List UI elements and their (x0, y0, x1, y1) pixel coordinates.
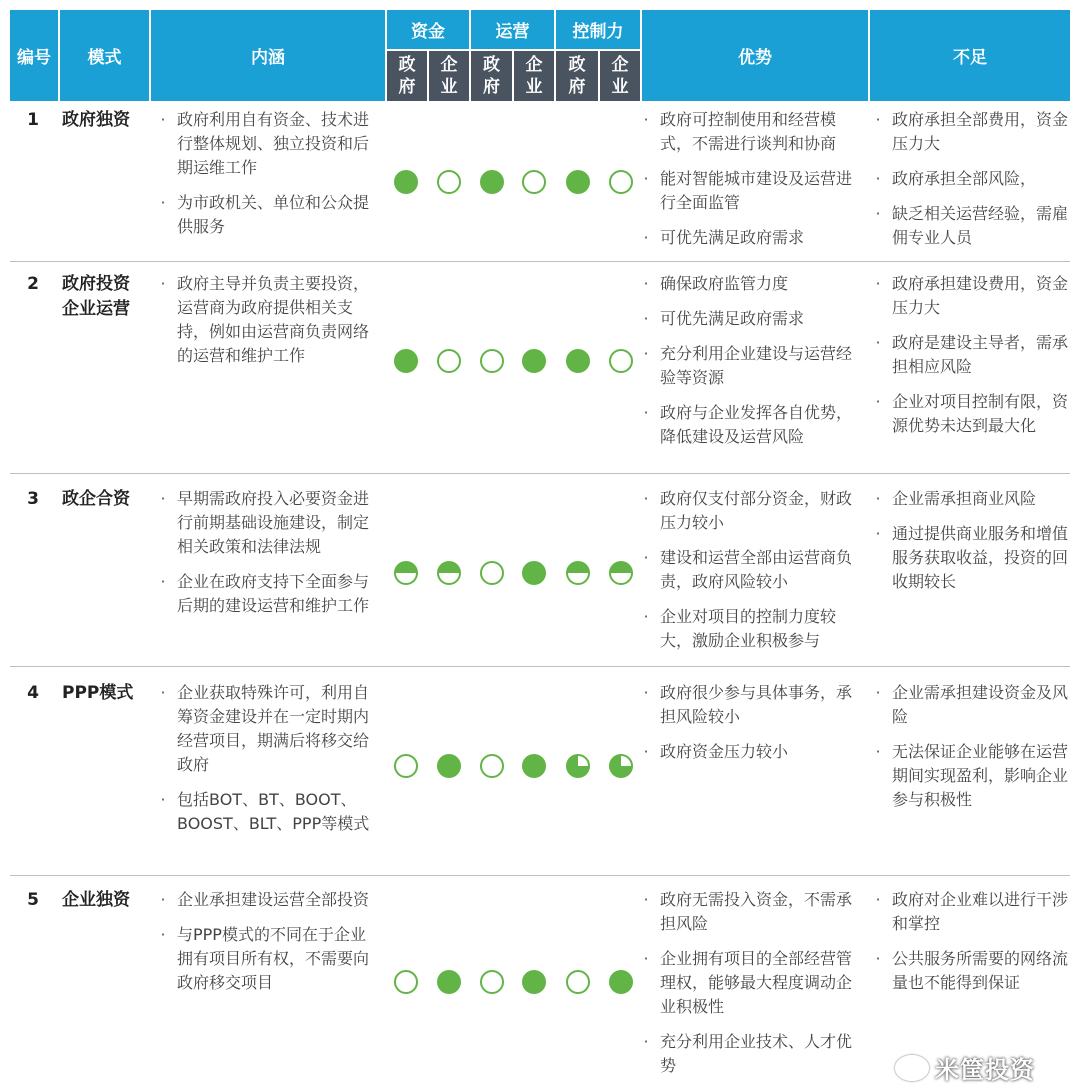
list-item: · 政府与企业发挥各自优势，降低建设及运营风险 (640, 401, 866, 449)
header-funding-gov-label: 政府 (398, 55, 416, 97)
list-item: · 包括BOT、BT、BOOT、BOOST、BLT、PPP等模式 (157, 788, 381, 836)
level-circle-icon (566, 170, 590, 194)
bullet-dot-icon: · (643, 403, 649, 422)
list-item: · 政府承担全部风险， (872, 167, 1068, 191)
level-circle-icon (480, 970, 504, 994)
list-item: · 无法保证企业能够在运营期间实现盈利，影响企业参与积极性 (872, 740, 1068, 812)
bullet-dot-icon: · (160, 572, 166, 591)
level-circle-icon (522, 970, 546, 994)
row-disadvantages-list (872, 487, 1068, 605)
list-item: · 企业在政府支持下全面参与后期的建设运营和维护工作 (157, 570, 381, 618)
header-group-control: 控制力 (556, 10, 640, 49)
header-content: 内涵 (151, 10, 385, 101)
watermark-text: 米筐投资 (935, 1056, 1035, 1084)
level-circle-icon (437, 754, 461, 778)
row-mode: 政府投资企业运营 (62, 274, 130, 319)
level-circle-icon (566, 970, 590, 994)
row-mode: 政府独资 (62, 110, 130, 130)
list-item: · 政府是建设主导者，需承担相应风险 (872, 331, 1068, 379)
level-circle-icon (566, 561, 590, 585)
row-advantages-list (640, 487, 866, 664)
list-item: · 企业需承担商业风险 (872, 487, 1068, 511)
list-item: · 政府主导并负责主要投资，运营商为政府提供相关支持，例如由运营商负责网络的运营和维护工作 (157, 272, 381, 368)
bullet-dot-icon: · (875, 524, 881, 543)
list-item: · 企业承担建设运营全部投资 (157, 888, 381, 912)
row-content-list (157, 272, 381, 379)
header-control-gov-label: 政府 (568, 55, 586, 97)
row-content-list (157, 108, 381, 250)
level-circle-icon (566, 754, 590, 778)
bullet-dot-icon: · (643, 309, 649, 328)
header-control-gov (556, 51, 598, 101)
list-item: · 政府无需投入资金，不需承担风险 (640, 888, 866, 936)
level-circle-icon (437, 561, 461, 585)
row-disadvantages-list (872, 108, 1068, 261)
bullet-dot-icon: · (875, 392, 881, 411)
level-circle-icon (437, 349, 461, 373)
header-operation-ent-label: 企业 (525, 55, 543, 97)
list-item: · 政府承担建设费用，资金压力大 (872, 272, 1068, 320)
list-item: · 企业对项目的控制力度较大，激励企业积极参与 (640, 605, 866, 653)
list-item: · 通过提供商业服务和增值服务获取收益，投资的回收期较长 (872, 522, 1068, 594)
row-mode: PPP模式 (62, 683, 134, 703)
row-number: 2 (27, 274, 39, 294)
bullet-dot-icon: · (160, 193, 166, 212)
bullet-dot-icon: · (160, 683, 166, 702)
list-item: · 确保政府监管力度 (640, 272, 866, 296)
header-disadvantages: 不足 (870, 10, 1070, 101)
row-disadvantages-list (872, 888, 1068, 1006)
header-operation-gov-label: 政府 (483, 55, 500, 97)
bullet-dot-icon: · (875, 949, 881, 968)
row-divider (10, 875, 1070, 876)
list-item: · 公共服务所需要的网络流量也不能得到保证 (872, 947, 1068, 995)
bullet-dot-icon: · (643, 949, 649, 968)
wechat-icon (895, 1055, 929, 1081)
level-circle-icon (609, 561, 633, 585)
level-circle-icon (566, 349, 590, 373)
row-content-list (157, 888, 381, 1006)
bullet-dot-icon: · (875, 274, 881, 293)
bullet-dot-icon: · (875, 489, 881, 508)
bullet-dot-icon: · (160, 790, 166, 809)
header-group-operation: 运营 (471, 10, 554, 49)
header-mode: 模式 (60, 10, 149, 101)
header-control-ent-label: 企业 (611, 55, 629, 97)
bullet-dot-icon: · (875, 683, 881, 702)
bullet-dot-icon: · (643, 890, 649, 909)
row-number: 3 (27, 489, 39, 509)
row-divider (10, 666, 1070, 667)
bullet-dot-icon: · (643, 169, 649, 188)
list-item: · 政府可控制使用和经营模式，不需进行谈判和协商 (640, 108, 866, 156)
bullet-dot-icon: · (160, 890, 166, 909)
list-item: · 能对智能城市建设及运营进行全面监管 (640, 167, 866, 215)
header-operation-ent (514, 51, 554, 101)
bullet-dot-icon: · (643, 489, 649, 508)
bullet-dot-icon: · (875, 204, 881, 223)
list-item: · 企业拥有项目的全部经营管理权，能够最大程度调动企业积极性 (640, 947, 866, 1019)
header-funding-ent (429, 51, 469, 101)
bullet-dot-icon: · (643, 228, 649, 247)
list-item: · 企业需承担建设资金及风险 (872, 681, 1068, 729)
list-item: · 政府很少参与具体事务，承担风险较小 (640, 681, 866, 729)
level-circle-icon (609, 970, 633, 994)
list-item: · 早期需政府投入必要资金进行前期基础设施建设，制定相关政策和法律法规 (157, 487, 381, 559)
bullet-dot-icon: · (160, 274, 166, 293)
bullet-dot-icon: · (643, 110, 649, 129)
bullet-dot-icon: · (643, 683, 649, 702)
row-advantages-list (640, 272, 866, 460)
level-circle-icon (394, 561, 418, 585)
header-funding-ent-label: 企业 (440, 55, 458, 97)
row-number: 5 (27, 890, 39, 910)
level-circle-icon (480, 349, 504, 373)
watermark (895, 1050, 1035, 1085)
level-circle-icon (394, 970, 418, 994)
list-item: · 充分利用企业建设与运营经验等资源 (640, 342, 866, 390)
row-mode: 企业独资 (62, 890, 130, 910)
row-disadvantages-list (872, 272, 1068, 449)
list-item: · 与PPP模式的不同在于企业拥有项目所有权，不需要向政府移交项目 (157, 923, 381, 995)
list-item: · 政府对企业难以进行干涉和掌控 (872, 888, 1068, 936)
level-circle-icon (480, 170, 504, 194)
bullet-dot-icon: · (875, 333, 881, 352)
level-circle-icon (609, 754, 633, 778)
list-item: · 企业获取特殊许可，利用自筹资金建设并在一定时期内经营项目，期满后将移交给政府 (157, 681, 381, 777)
level-circle-icon (522, 754, 546, 778)
bullet-dot-icon: · (643, 344, 649, 363)
level-circle-icon (480, 754, 504, 778)
bullet-dot-icon: · (875, 169, 881, 188)
level-circle-icon (394, 349, 418, 373)
list-item: · 可优先满足政府需求 (640, 226, 866, 250)
list-item: · 为市政机关、单位和公众提供服务 (157, 191, 381, 239)
list-item: · 政府仅支付部分资金，财政压力较小 (640, 487, 866, 535)
bullet-dot-icon: · (160, 925, 166, 944)
row-content-list (157, 681, 381, 847)
row-divider (10, 473, 1070, 474)
level-circle-icon (480, 561, 504, 585)
level-circle-icon (522, 349, 546, 373)
header-id: 编号 (10, 10, 58, 101)
list-item: · 缺乏相关运营经验，需雇佣专业人员 (872, 202, 1068, 250)
header-group-funding: 资金 (387, 10, 469, 49)
row-advantages-list (640, 681, 866, 775)
list-item: · 建设和运营全部由运营商负责，政府风险较小 (640, 546, 866, 594)
header-operation-gov (471, 51, 512, 101)
level-circle-icon (522, 561, 546, 585)
bullet-dot-icon: · (643, 742, 649, 761)
row-advantages-list (640, 888, 866, 1089)
bullet-dot-icon: · (643, 607, 649, 626)
bullet-dot-icon: · (875, 742, 881, 761)
row-number: 1 (27, 110, 39, 130)
list-item: · 政府承担全部费用，资金压力大 (872, 108, 1068, 156)
bullet-dot-icon: · (875, 110, 881, 129)
list-item: · 政府利用自有资金、技术进行整体规划、独立投资和后期运维工作 (157, 108, 381, 180)
bullet-dot-icon: · (643, 1032, 649, 1051)
header-funding-gov (387, 51, 427, 101)
bullet-dot-icon: · (160, 110, 166, 129)
bullet-dot-icon: · (643, 274, 649, 293)
row-number: 4 (27, 683, 39, 703)
level-circle-icon (437, 170, 461, 194)
row-advantages-list (640, 108, 866, 261)
level-circle-icon (394, 170, 418, 194)
row-content-list (157, 487, 381, 629)
list-item: · 企业对项目控制有限，资源优势未达到最大化 (872, 390, 1068, 438)
list-item: · 政府资金压力较小 (640, 740, 866, 764)
list-item: · 可优先满足政府需求 (640, 307, 866, 331)
level-circle-icon (609, 349, 633, 373)
list-item: · 充分利用企业技术、人才优势 (640, 1030, 866, 1078)
level-circle-icon (394, 754, 418, 778)
row-divider (10, 261, 1070, 262)
level-circle-icon (522, 170, 546, 194)
row-mode: 政企合资 (62, 489, 130, 509)
header-advantages: 优势 (642, 10, 868, 101)
bullet-dot-icon: · (643, 548, 649, 567)
level-circle-icon (609, 170, 633, 194)
row-disadvantages-list (872, 681, 1068, 823)
bullet-dot-icon: · (160, 489, 166, 508)
level-circle-icon (437, 970, 461, 994)
header-control-ent (600, 51, 640, 101)
bullet-dot-icon: · (875, 890, 881, 909)
